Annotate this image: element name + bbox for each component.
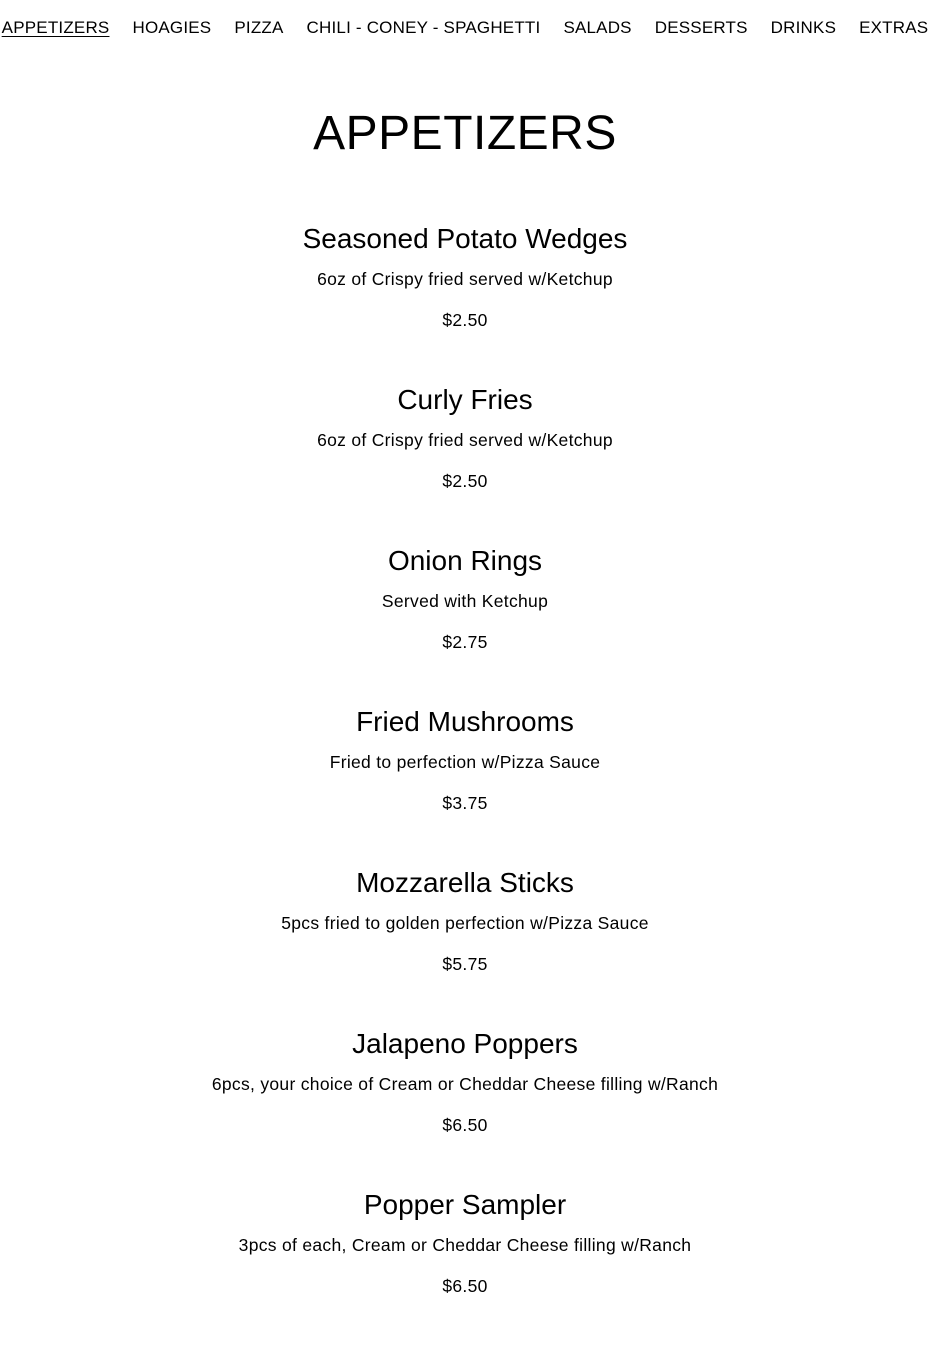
- menu-item: [0, 381, 930, 542]
- menu-item: [0, 1186, 930, 1347]
- nav-item-salads[interactable]: SALADS: [563, 18, 632, 37]
- nav-item-desserts[interactable]: DESSERTS: [654, 18, 748, 37]
- category-nav: [0, 16, 930, 40]
- menu-item-name: Onion Rings: [387, 545, 543, 576]
- nav-item-pizza[interactable]: PIZZA: [234, 18, 284, 37]
- menu-item: [0, 703, 930, 864]
- menu-item-list: [0, 220, 930, 1347]
- menu-item-name: Jalapeno Poppers: [352, 1028, 578, 1059]
- menu-item-description: Served with Ketchup: [381, 591, 549, 611]
- menu-item: [0, 864, 930, 1025]
- menu-item-name: Fried Mushrooms: [356, 706, 574, 737]
- menu-item-name: Mozzarella Sticks: [356, 867, 574, 898]
- menu-item-price: $2.75: [442, 632, 488, 652]
- menu-item-description: 5pcs fried to golden perfection w/Pizza Sauce: [281, 913, 649, 933]
- nav-item-chili-coney-spaghetti[interactable]: CHILI - CONEY - SPAGHETTI: [306, 18, 541, 37]
- menu-item-name: Popper Sampler: [363, 1189, 567, 1220]
- nav-item-hoagies[interactable]: HOAGIES: [132, 18, 212, 37]
- menu-item-description: 6oz of Crispy fried served w/Ketchup: [317, 430, 613, 450]
- nav-item-extras[interactable]: EXTRAS: [859, 18, 929, 37]
- nav-item-drinks[interactable]: DRINKS: [770, 18, 837, 37]
- menu-item-name: Seasoned Potato Wedges: [302, 223, 628, 254]
- menu-item: [0, 220, 930, 381]
- menu-item-price: $2.50: [442, 471, 488, 491]
- menu-item-description: 3pcs of each, Cream or Cheddar Cheese filling w/Ranch: [238, 1235, 692, 1255]
- menu-item-description: 6pcs, your choice of Cream or Cheddar Cheese filling w/Ranch: [211, 1074, 719, 1094]
- menu-item-price: $3.75: [442, 793, 488, 813]
- menu-item-price: $2.50: [442, 310, 488, 330]
- menu-item-description: Fried to perfection w/Pizza Sauce: [329, 752, 601, 772]
- menu-item-price: $6.50: [442, 1276, 488, 1296]
- menu-item-name: Curly Fries: [397, 384, 533, 415]
- section-title: APPETIZERS: [313, 107, 617, 160]
- menu-item: [0, 1025, 930, 1186]
- menu-item-description: 6oz of Crispy fried served w/Ketchup: [317, 269, 613, 289]
- nav-item-appetizers[interactable]: APPETIZERS: [1, 18, 110, 37]
- menu-item: [0, 542, 930, 703]
- menu-item-price: $6.50: [442, 1115, 488, 1135]
- menu-item-price: $5.75: [442, 954, 488, 974]
